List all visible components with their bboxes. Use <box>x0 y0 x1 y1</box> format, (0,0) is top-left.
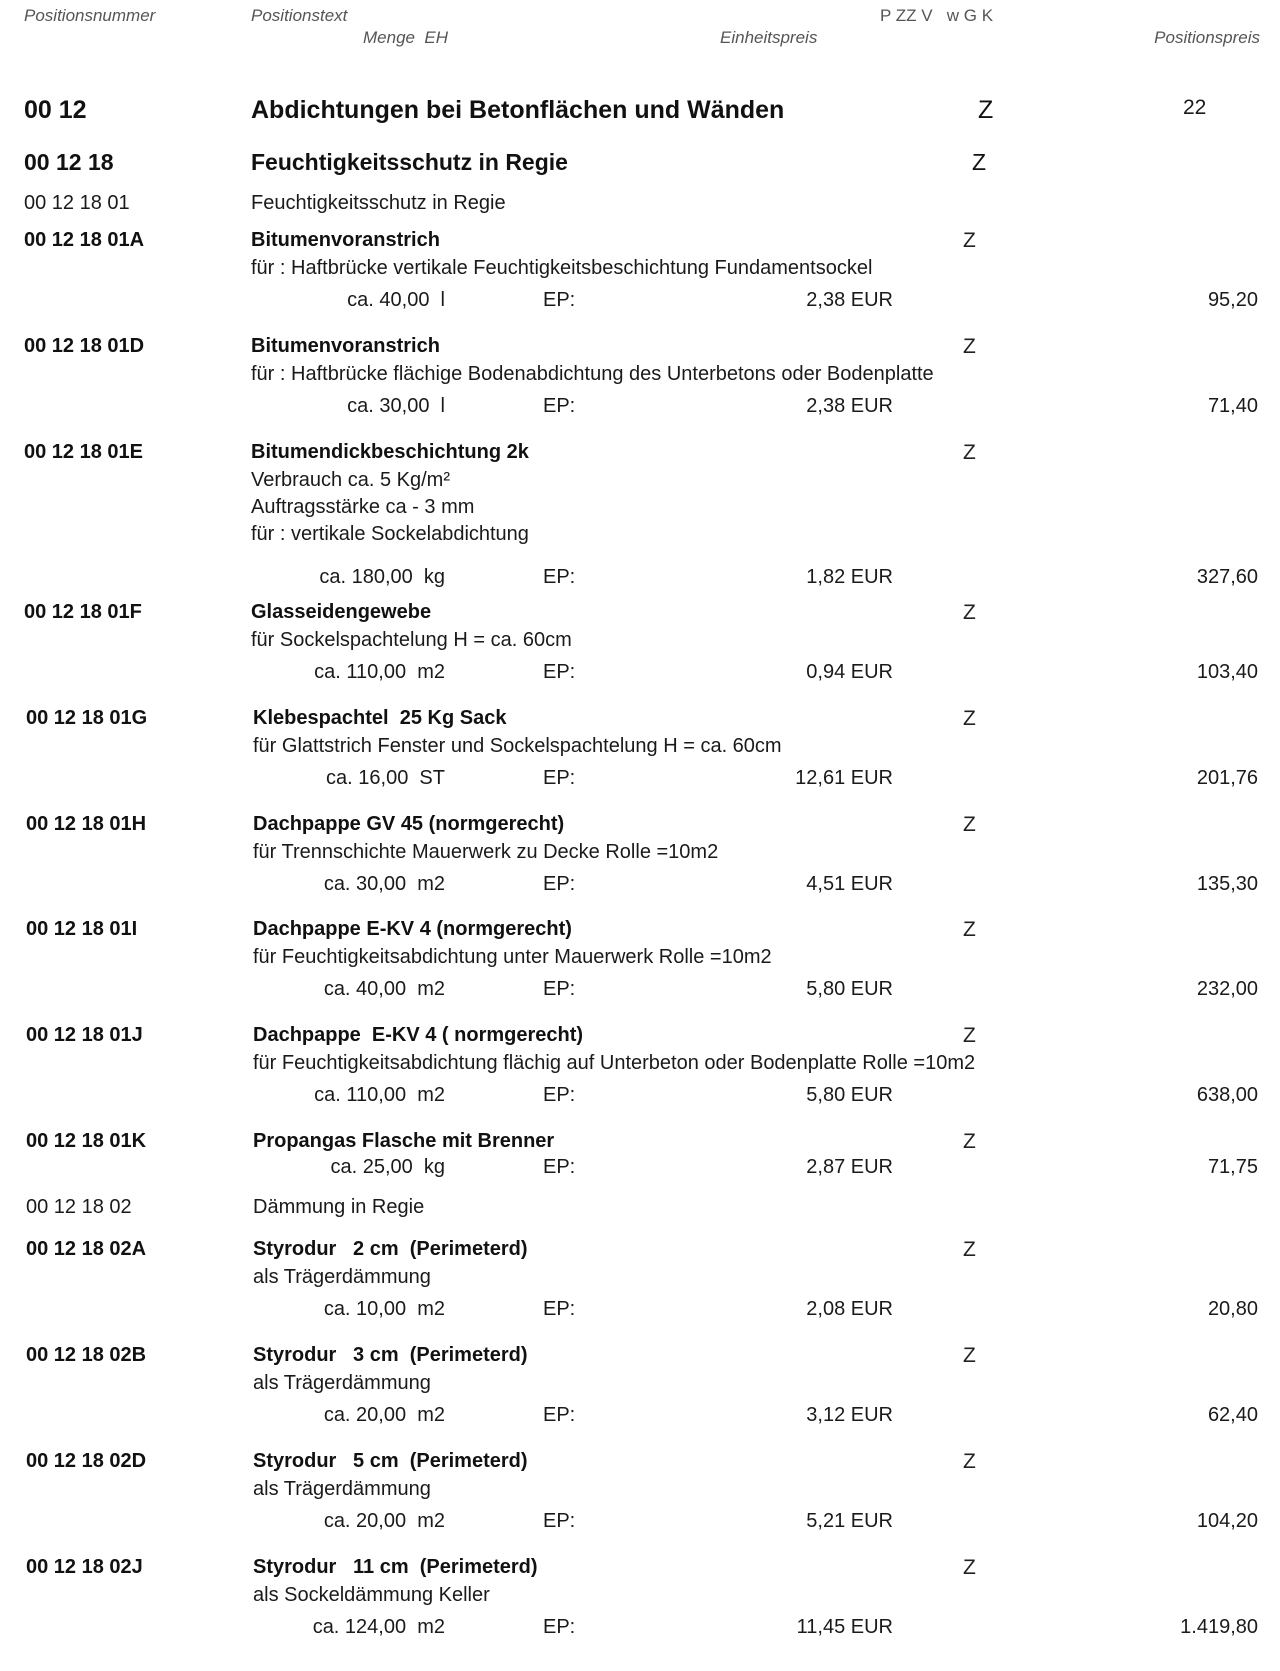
position-number: 00 12 18 02A <box>26 1238 147 1260</box>
ep-label: EP: <box>543 395 576 417</box>
section-title: Dämmung in Regie <box>253 1196 425 1218</box>
ep-label: EP: <box>543 978 576 1000</box>
position-description: als Sockeldämmung Keller <box>253 1584 490 1606</box>
position-description: als Trägerdämmung <box>253 1372 431 1394</box>
position-description: für Feuchtigkeitsabdichtung unter Mauerwerk Rolle =10m2 <box>253 946 772 968</box>
position-quantity: ca. 110,00 m2 <box>314 661 445 683</box>
position-description: für : vertikale Sockelabdichtung <box>251 523 529 545</box>
position-description: für Trennschichte Mauerwerk zu Decke Rolle =10m2 <box>253 841 719 863</box>
unit-price: 3,12 EUR <box>806 1404 893 1426</box>
position-flag: Z <box>963 918 976 941</box>
position-flag: Z <box>963 1238 976 1261</box>
group-value: 22 <box>1183 96 1207 119</box>
unit-price: 2,08 EUR <box>806 1298 893 1320</box>
unit-price: 5,21 EUR <box>806 1510 893 1532</box>
unit-price: 0,94 EUR <box>806 661 893 683</box>
position-total: 1.419,80 <box>1180 1616 1258 1638</box>
position-number: 00 12 18 01K <box>26 1130 147 1152</box>
subgroup-title: Feuchtigkeitsschutz in Regie <box>251 149 568 175</box>
position-total: 135,30 <box>1196 873 1258 895</box>
header-flags: P ZZ V w G K <box>880 6 994 25</box>
position-flag: Z <box>963 1130 976 1153</box>
position-quantity: ca. 40,00 m2 <box>323 978 445 1000</box>
ep-label: EP: <box>543 873 576 895</box>
position-title: Dachpappe GV 45 (normgerecht) <box>253 813 565 835</box>
position-title: Bitumenvoranstrich <box>251 335 440 357</box>
position-title: Styrodur 2 cm (Perimeterd) <box>253 1238 528 1260</box>
position-total: 232,00 <box>1196 978 1258 1000</box>
position-quantity: ca. 30,00 l <box>347 395 445 417</box>
position-quantity: ca. 110,00 m2 <box>314 1084 445 1106</box>
subgroup-number: 00 12 18 <box>24 149 114 175</box>
unit-price: 5,80 EUR <box>806 1084 893 1106</box>
position-flag: Z <box>963 813 976 836</box>
position-title: Bitumenvoranstrich <box>251 229 440 251</box>
ep-label: EP: <box>543 767 576 789</box>
position-quantity: ca. 25,00 kg <box>330 1156 445 1178</box>
position-flag: Z <box>963 707 976 730</box>
position-total: 638,00 <box>1196 1084 1258 1106</box>
position-total: 71,40 <box>1207 395 1258 417</box>
position-description: als Trägerdämmung <box>253 1478 431 1500</box>
ep-label: EP: <box>543 1616 576 1638</box>
position-flag: Z <box>963 335 976 358</box>
ep-label: EP: <box>543 661 576 683</box>
position-description: für Feuchtigkeitsabdichtung flächig auf Unterbeton oder Bodenplatte Rolle =10m2 <box>253 1052 976 1074</box>
position-total: 104,20 <box>1196 1510 1258 1532</box>
position-quantity: ca. 20,00 m2 <box>323 1404 445 1426</box>
position-title: Styrodur 5 cm (Perimeterd) <box>253 1450 528 1472</box>
unit-price: 4,51 EUR <box>806 873 893 895</box>
ep-label: EP: <box>543 289 576 311</box>
position-total: 95,20 <box>1207 289 1258 311</box>
position-description: für Glattstrich Fenster und Sockelspachtelung H = ca. 60cm <box>253 735 782 757</box>
header-positionstext: Positionstext <box>251 6 348 25</box>
position-description: Verbrauch ca. 5 Kg/m² <box>251 469 450 491</box>
header-einheitspreis: Einheitspreis <box>720 28 818 47</box>
header-positionspreis: Positionspreis <box>1154 28 1260 47</box>
position-title: Bitumendickbeschichtung 2k <box>251 441 529 463</box>
position-description: für Sockelspachtelung H = ca. 60cm <box>251 629 572 651</box>
position-total: 327,60 <box>1196 566 1258 588</box>
position-total: 62,40 <box>1207 1404 1258 1426</box>
position-description: als Trägerdämmung <box>253 1266 431 1288</box>
position-flag: Z <box>963 229 976 252</box>
position-number: 00 12 18 02J <box>26 1556 143 1578</box>
position-title: Glasseidengewebe <box>251 601 432 623</box>
position-title: Styrodur 3 cm (Perimeterd) <box>253 1344 528 1366</box>
ep-label: EP: <box>543 1404 576 1426</box>
position-flag: Z <box>963 441 976 464</box>
position-quantity: ca. 10,00 m2 <box>323 1298 445 1320</box>
position-number: 00 12 18 01I <box>26 918 138 940</box>
section-title: Feuchtigkeitsschutz in Regie <box>251 192 506 214</box>
position-title: Propangas Flasche mit Brenner <box>253 1130 555 1152</box>
position-flag: Z <box>963 1344 976 1367</box>
header-positionsnummer: Positionsnummer <box>24 6 156 25</box>
position-number: 00 12 18 01H <box>26 813 147 835</box>
position-title: Dachpappe E-KV 4 (normgerecht) <box>253 918 572 940</box>
position-quantity: ca. 16,00 ST <box>326 767 445 789</box>
position-number: 00 12 18 01J <box>26 1024 143 1046</box>
position-flag: Z <box>963 1024 976 1047</box>
ep-label: EP: <box>543 1510 576 1532</box>
position-total: 20,80 <box>1207 1298 1258 1320</box>
ep-label: EP: <box>543 1298 576 1320</box>
position-number: 00 12 18 02D <box>26 1450 147 1472</box>
position-number: 00 12 18 01F <box>24 601 142 623</box>
subgroup-flag: Z <box>972 149 987 175</box>
position-description: für : Haftbrücke flächige Bodenabdichtung des Unterbetons oder Bodenplatte <box>251 363 934 385</box>
group-title: Abdichtungen bei Betonflächen und Wänden <box>251 96 785 124</box>
position-quantity: ca. 20,00 m2 <box>323 1510 445 1532</box>
unit-price: 2,87 EUR <box>806 1156 893 1178</box>
position-quantity: ca. 180,00 kg <box>319 566 445 588</box>
unit-price: 2,38 EUR <box>806 395 893 417</box>
position-number: 00 12 18 01A <box>24 229 145 251</box>
section-number: 00 12 18 02 <box>26 1196 132 1218</box>
position-total: 201,76 <box>1196 767 1258 789</box>
position-description: für : Haftbrücke vertikale Feuchtigkeitsbeschichtung Fundamentsockel <box>251 257 873 279</box>
position-number: 00 12 18 01D <box>24 335 145 357</box>
position-number: 00 12 18 02B <box>26 1344 147 1366</box>
position-number: 00 12 18 01E <box>24 441 143 463</box>
position-description: Auftragsstärke ca - 3 mm <box>251 496 475 518</box>
position-total: 103,40 <box>1196 661 1258 683</box>
position-quantity: ca. 40,00 l <box>347 289 445 311</box>
ep-label: EP: <box>543 1156 576 1178</box>
unit-price: 2,38 EUR <box>806 289 893 311</box>
unit-price: 12,61 EUR <box>795 767 893 789</box>
position-total: 71,75 <box>1207 1156 1258 1178</box>
unit-price: 11,45 EUR <box>796 1616 893 1638</box>
position-title: Dachpappe E-KV 4 ( normgerecht) <box>253 1024 584 1046</box>
header-menge-eh: Menge EH <box>363 28 449 47</box>
group-number: 00 12 <box>24 96 87 124</box>
unit-price: 1,82 EUR <box>806 566 893 588</box>
section-number: 00 12 18 01 <box>24 192 130 214</box>
group-flag: Z <box>978 96 994 124</box>
position-flag: Z <box>963 1450 976 1473</box>
position-flag: Z <box>963 1556 976 1579</box>
position-number: 00 12 18 01G <box>26 707 148 729</box>
position-title: Klebespachtel 25 Kg Sack <box>253 707 507 729</box>
unit-price: 5,80 EUR <box>806 978 893 1000</box>
ep-label: EP: <box>543 566 576 588</box>
ep-label: EP: <box>543 1084 576 1106</box>
position-quantity: ca. 124,00 m2 <box>312 1616 445 1638</box>
position-flag: Z <box>963 601 976 624</box>
position-title: Styrodur 11 cm (Perimeterd) <box>253 1556 538 1578</box>
position-quantity: ca. 30,00 m2 <box>323 873 445 895</box>
